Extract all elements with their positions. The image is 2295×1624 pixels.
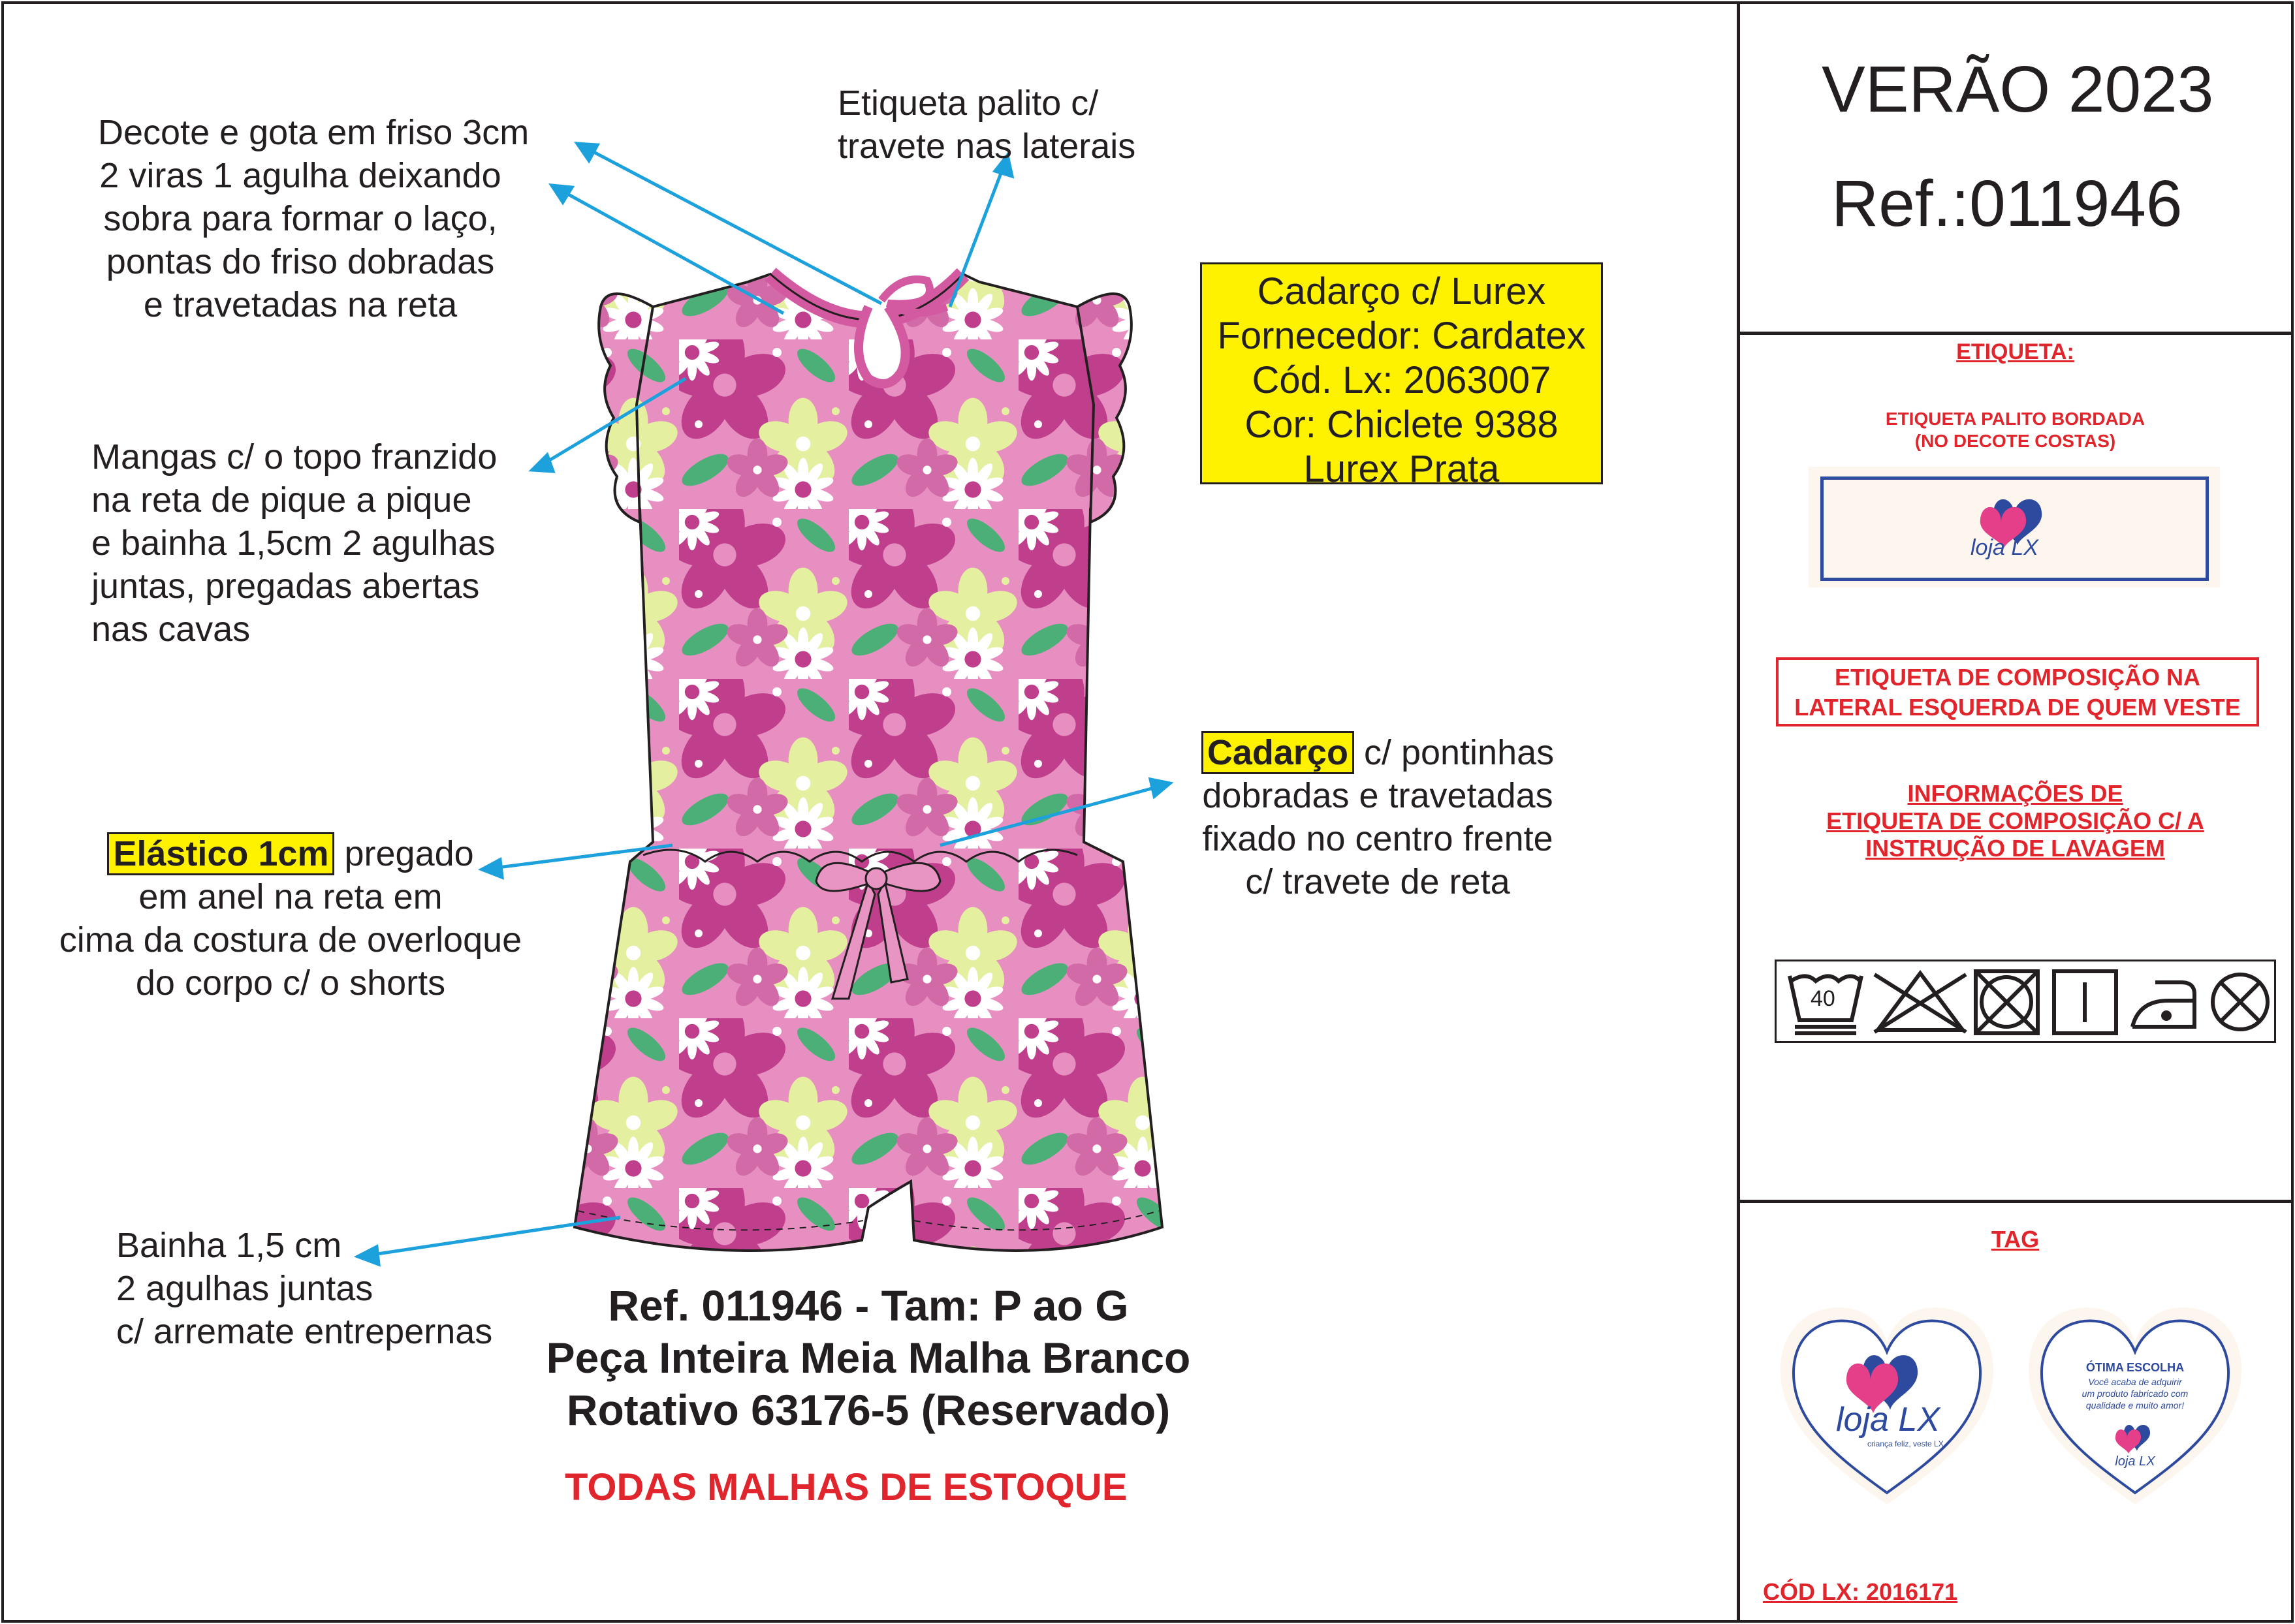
lurex-line-2: Fornecedor: Cardatex: [1217, 315, 1586, 357]
product-description: [542, 1279, 1195, 1436]
sidebar-divider-bottom: [1737, 1200, 2294, 1203]
label-description: [1737, 408, 2294, 452]
lurex-spec-box: [1200, 262, 1603, 490]
info-line-1: INFORMAÇÕES DE: [1907, 780, 2123, 807]
composition-line-1: ETIQUETA DE COMPOSIÇÃO NA: [1834, 664, 2201, 691]
neckline-line-5: e travetadas na reta: [143, 285, 458, 324]
no-dry-clean-icon: [2213, 975, 2268, 1029]
no-bleach-icon: [1875, 973, 1966, 1032]
tag-front-tagline: criança feliz, veste LX: [1867, 1439, 1944, 1448]
hem-note: [116, 1224, 492, 1353]
sleeves-line-3: e bainha 1,5cm 2 agulhas: [91, 523, 496, 563]
label-note-line-1: Etiqueta palito c/: [838, 84, 1099, 123]
drawstring-highlight: Cadarço: [1201, 731, 1354, 774]
lx-code: CÓD LX: 2016171: [1763, 1578, 1958, 1605]
romper-body: [575, 274, 1162, 1251]
elastic-line-1: [36, 832, 545, 875]
info-line-3: INSTRUÇÃO DE LAVAGEM: [1865, 835, 2165, 862]
sleeves-line-1: Mangas c/ o topo franzido: [91, 437, 498, 476]
tag-back-line-2: um produto fabricado com: [2081, 1388, 2189, 1399]
label-desc-line-2: (NO DECOTE COSTAS): [1914, 431, 2116, 451]
hem-line-1: Bainha 1,5 cm: [116, 1226, 342, 1265]
label-desc-line-1: ETIQUETA PALITO BORDADA: [1885, 409, 2145, 429]
sleeves-line-4: juntas, pregadas abertas: [91, 567, 480, 606]
drawstring-line-2: dobradas e travetadas: [1202, 776, 1553, 815]
iron-low-icon: [2132, 982, 2194, 1027]
no-tumble-dry-icon: [1976, 971, 2038, 1033]
drawstring-line-3: fixado no centro frente: [1202, 819, 1553, 858]
product-line-3: Rotativo 63176-5 (Reservado): [566, 1386, 1171, 1434]
tag-back-brand: loja LX: [2115, 1454, 2155, 1469]
season-title: VERÃO 2023: [1822, 53, 2214, 126]
elastic-line-4: do corpo c/ o shorts: [135, 963, 446, 1003]
neckline-line-3: sobra para formar o laço,: [103, 199, 498, 238]
brand-logo-text: loja LX: [1971, 535, 2038, 560]
elastic-line-3: cima da costura de overloque: [59, 920, 522, 960]
reference-title: Ref.:011946: [1831, 167, 2183, 240]
sleeves-note: [91, 435, 497, 651]
line-dry-icon: [2054, 971, 2116, 1033]
composition-line-2: LATERAL ESQUERDA DE QUEM VESTE: [1794, 694, 2241, 721]
lurex-line-1: Cadarço c/ Lurex: [1257, 270, 1546, 313]
label-note-line-2: travete nas laterais: [838, 127, 1136, 166]
sleeves-line-5: nas cavas: [91, 610, 251, 649]
drawstring-note: [1175, 731, 1580, 903]
drawstring-rest: c/ pontinhas: [1353, 733, 1555, 772]
neckline-note: [98, 111, 530, 326]
sleeves-line-2: na reta de pique a pique: [91, 480, 472, 520]
hem-line-3: c/ arremate entrepernas: [116, 1312, 493, 1351]
product-line-2: Peça Inteira Meia Malha Branco: [546, 1334, 1191, 1382]
elastic-line-2: em anel na reta em: [138, 877, 443, 916]
care-symbols-strip: [1775, 960, 2276, 1043]
elastic-rest: pregado: [334, 834, 474, 873]
hem-line-2: 2 agulhas juntas: [116, 1269, 373, 1308]
tag-back-line-1: Você acaba de adquirir: [2088, 1377, 2182, 1387]
neckline-line-1: Decote e gota em friso 3cm: [98, 113, 530, 152]
tag-section-title: TAG: [1991, 1226, 2040, 1253]
stock-note: TODAS MALHAS DE ESTOQUE: [565, 1466, 1128, 1508]
neckline-line-2: 2 viras 1 agulha deixando: [99, 156, 501, 195]
composition-label-box: [1776, 657, 2259, 726]
tag-back-text: [2014, 1376, 2256, 1411]
elastic-highlight: Elástico 1cm: [107, 832, 334, 875]
info-line-2: ETIQUETA DE COMPOSIÇÃO C/ A: [1826, 807, 2204, 834]
tag-back-title: ÓTIMA ESCOLHA: [2085, 1361, 2185, 1374]
label-note: [838, 82, 1135, 168]
drawstring-line-4: c/ travete de reta: [1245, 862, 1510, 901]
tag-back-line-3: qualidade e muito amor!: [2085, 1400, 2185, 1411]
product-line-1: Ref. 011946 - Tam: P ao G: [608, 1281, 1129, 1330]
tag-front-brand: loja LX: [1836, 1401, 1940, 1439]
wash-temperature: 40: [1811, 986, 1835, 1011]
sidebar-divider-top: [1737, 332, 2294, 335]
keyhole: [859, 307, 906, 384]
neckline-line-4: pontas do friso dobradas: [106, 242, 495, 281]
elastic-note: [36, 832, 545, 1005]
drawstring-line-1: [1175, 731, 1580, 774]
lurex-line-3: Cód. Lx: 2063007: [1252, 359, 1551, 401]
embroidered-label: [1809, 467, 2220, 587]
lurex-line-4: Cor: Chiclete 9388: [1244, 403, 1559, 446]
lurex-line-5: Lurex Prata: [1303, 448, 1500, 490]
composition-info: [1737, 780, 2294, 862]
label-section-title: ETIQUETA:: [1956, 339, 2074, 364]
